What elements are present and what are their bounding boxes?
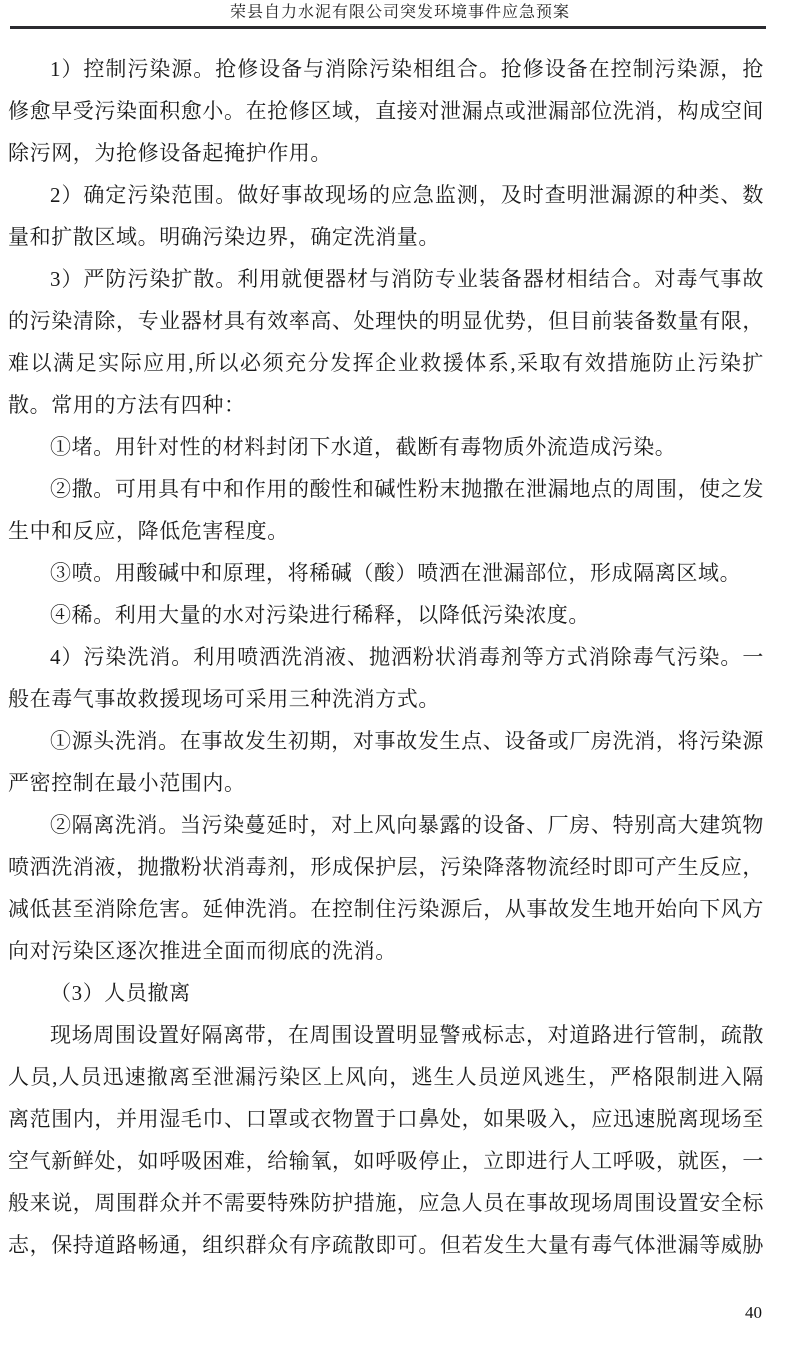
- paragraph: ①堵。用针对性的材料封闭下水道，截断有毒物质外流造成污染。: [50, 435, 677, 459]
- page-number: 40: [745, 1303, 762, 1322]
- page-header: [0, 0, 800, 29]
- header-divider: [10, 26, 766, 29]
- paragraph: 4）污染洗消。利用喷洒洗消液、抛洒粉状消毒剂等方式消除毒气污染。一般在毒气事故救援现场可采用三种洗消方式。: [8, 645, 764, 711]
- document-body: [0, 48, 800, 1266]
- paragraph: ④稀。利用大量的水对污染进行稀释，以降低污染浓度。: [50, 603, 590, 627]
- paragraph: 3）严防污染扩散。利用就便器材与消防专业装备器材相结合。对毒气事故的污染清除，专业器材具有效率高、处理快的明显优势，但目前装备数量有限，难以满足实际应用,所以必须充分发挥企业救援体系,采取有效措施防止污染扩散。常用的方法有四种：: [8, 267, 764, 417]
- paragraph: （3）人员撤离: [50, 981, 191, 1005]
- paragraph: ①源头洗消。在事故发生初期，对事故发生点、设备或厂房洗消，将污染源严密控制在最小范围内。: [8, 729, 764, 795]
- paragraph: ③喷。用酸碱中和原理，将稀碱（酸）喷洒在泄漏部位，形成隔离区域。: [50, 561, 742, 585]
- paragraph: ②撒。可用具有中和作用的酸性和碱性粉末抛撒在泄漏地点的周围，使之发生中和反应，降低危害程度。: [8, 477, 764, 543]
- paragraph: 1）控制污染源。抢修设备与消除污染相组合。抢修设备在控制污染源，抢修愈早受污染面积愈小。在抢修区域，直接对泄漏点或泄漏部位洗消，构成空间除污网，为抢修设备起掩护作用。: [8, 57, 764, 165]
- paragraph: ②隔离洗消。当污染蔓延时，对上风向暴露的设备、厂房、特别高大建筑物喷洒洗消液，抛撒粉状消毒剂，形成保护层，污染降落物流经时即可产生反应，减低甚至消除危害。延伸洗消。在控制住污染源后，从事故发生地开始向下风方向对污染区逐次推进全面而彻底的洗消。: [8, 813, 764, 963]
- paragraph: 2）确定污染范围。做好事故现场的应急监测，及时查明泄漏源的种类、数量和扩散区域。明确污染边界，确定洗消量。: [8, 183, 764, 249]
- header-title: 荣县自力水泥有限公司突发环境事件应急预案: [229, 4, 570, 21]
- paragraph: 现场周围设置好隔离带，在周围设置明显警戒标志，对道路进行管制，疏散人员,人员迅速撤离至泄漏污染区上风向，逃生人员逆风逃生，严格限制进入隔离范围内，并用湿毛巾、口罩或衣物置于口鼻处，如果吸入，应迅速脱离现场至空气新鲜处，如呼吸困难，给输氧，如呼吸停止，立即进行人工呼吸，就医，一般来说，周围群众并不需要特殊防护措施，应急人员在事故现场周围设置安全标志，保持道路畅通，组织群众有序疏散即可。但若发生大量有毒气体泄漏等威胁: [8, 1023, 764, 1257]
